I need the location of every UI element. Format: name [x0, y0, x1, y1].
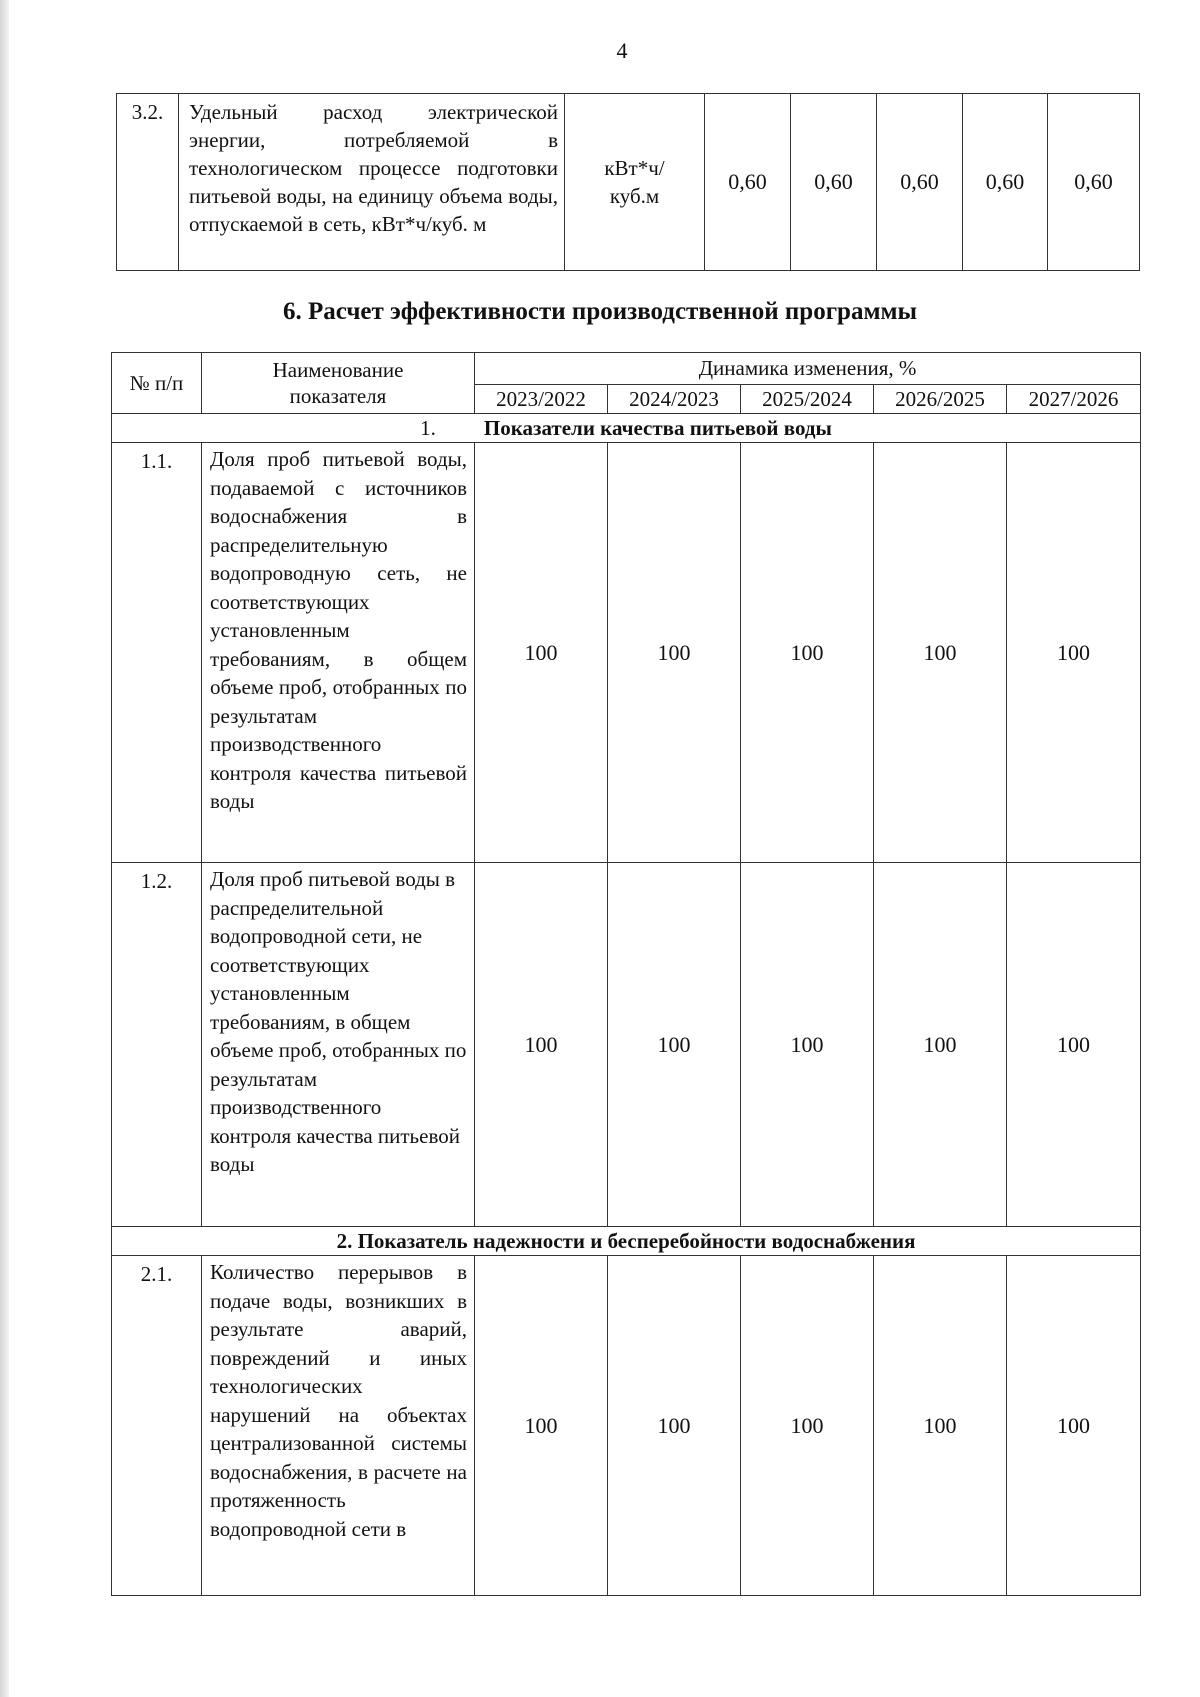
- value-cell: 100: [1007, 1256, 1141, 1596]
- period-header: 2024/2023: [608, 384, 741, 413]
- row-number: 1.2.: [112, 863, 202, 1227]
- indicator-name: Доля проб питьевой воды, подаваемой с источников водоснабжения в распределительную водопроводную сеть, не соответствующих установленным требованиям, в общем объеме проб, отобранных по результатам производственного контроля качества питьевой воды: [202, 443, 475, 863]
- period-header: 2025/2024: [741, 384, 874, 413]
- period-header: 2027/2026: [1007, 384, 1141, 413]
- value-cell: 100: [475, 863, 608, 1227]
- section-1-text: Показатели качества питьевой воды: [483, 416, 832, 440]
- header-num: № п/п: [112, 353, 202, 414]
- scan-edge: [0, 0, 9, 1697]
- table-row: [112, 443, 1141, 863]
- indicator-name: Удельный расход электрической энергии, потребляемой в технологическом процессе подготовки питьевой воды, на единицу объема воды, отпускаемой в сеть, кВт*ч/куб. м: [179, 94, 565, 271]
- value-cell: 100: [874, 863, 1007, 1227]
- table-row: [112, 1256, 1141, 1596]
- value-cell: 100: [475, 443, 608, 863]
- value-cell: 100: [475, 1256, 608, 1596]
- section-heading: 6. Расчет эффективности производственной программы: [282, 298, 918, 325]
- header-row: [112, 353, 1141, 385]
- value-cell: 100: [874, 443, 1007, 863]
- unit-line-2: куб.м: [609, 184, 660, 208]
- value-cell: 0,60: [1048, 94, 1140, 271]
- value-cell: 100: [741, 1256, 874, 1596]
- period-header: 2023/2022: [475, 384, 608, 413]
- page-number: 4: [616, 38, 628, 63]
- value-cell: 100: [608, 1256, 741, 1596]
- section-row: [112, 414, 1141, 443]
- value-cell: 0,60: [877, 94, 963, 271]
- header-dynamics: Динамика изменения, %: [475, 353, 1141, 385]
- value-cell: 100: [874, 1256, 1007, 1596]
- section-row: [112, 1227, 1141, 1256]
- header-name-line-2: показателя: [289, 384, 387, 408]
- efficiency-table: [111, 352, 1141, 1596]
- indicator-name: Количество перерывов в подаче воды, возникших в результате аварий, повреждений и иных технологических нарушений на объектах централизованной системы водоснабжения, в расчете на протяженность водопроводной сети в: [202, 1256, 475, 1596]
- table-row: [112, 863, 1141, 1227]
- value-cell: 100: [608, 863, 741, 1227]
- section-2-title: 2. Показатель надежности и бесперебойности водоснабжения: [112, 1227, 1141, 1256]
- indicator-name: Доля проб питьевой воды в распределительной водопроводной сети, не соответствующих установленным требованиям, в общем объеме проб, отобранных по результатам производственного контроля качества питьевой воды: [202, 863, 475, 1227]
- value-cell: 100: [741, 443, 874, 863]
- value-cell: 100: [741, 863, 874, 1227]
- value-cell: 100: [1007, 443, 1141, 863]
- section-1-title: [112, 414, 1141, 443]
- value-cell: 0,60: [963, 94, 1048, 271]
- value-cell: 100: [1007, 863, 1141, 1227]
- unit-cell: [565, 94, 705, 271]
- unit-line-1: кВт*ч/: [604, 156, 665, 180]
- table-row: [117, 94, 1140, 271]
- header-name-line-1: Наименование: [272, 358, 404, 382]
- value-cell: 0,60: [705, 94, 791, 271]
- row-number: 3.2.: [117, 94, 179, 271]
- energy-table: [116, 93, 1140, 271]
- period-header: 2026/2025: [874, 384, 1007, 413]
- row-number: 2.1.: [112, 1256, 202, 1596]
- value-cell: 0,60: [791, 94, 877, 271]
- section-1-num: 1.: [420, 416, 436, 440]
- header-name: [202, 353, 475, 414]
- row-number: 1.1.: [112, 443, 202, 863]
- value-cell: 100: [608, 443, 741, 863]
